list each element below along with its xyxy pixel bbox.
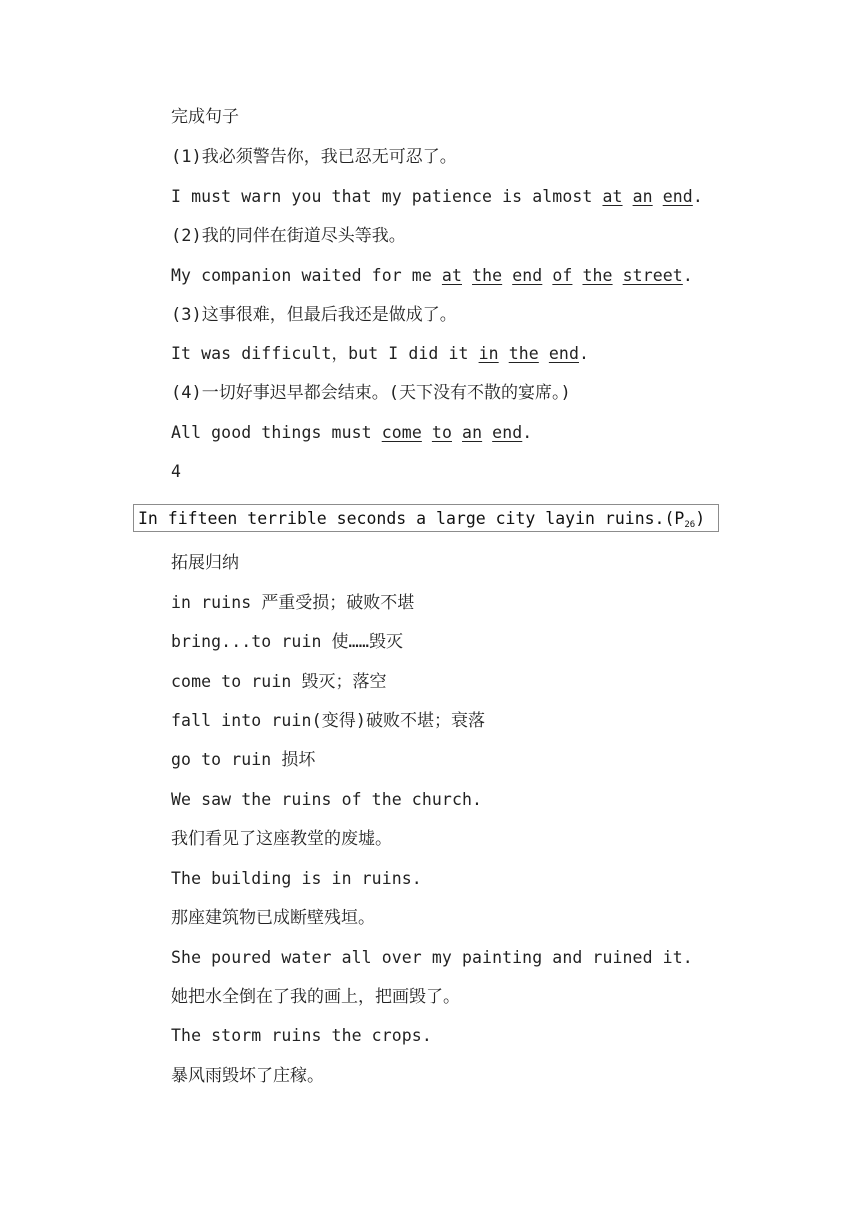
- answer-word: at: [441, 266, 462, 285]
- answer-word: in: [478, 344, 499, 363]
- example-english: We saw the ruins of the church.: [171, 790, 483, 809]
- key-sentence-box: [133, 504, 719, 532]
- example-chinese: 暴风雨毁坏了庄稼。: [171, 1066, 324, 1086]
- question-4-chinese: (4)一切好事迟早都会结束。(天下没有不散的宴席。): [171, 383, 571, 403]
- example-english: She poured water all over my painting and ruined it.: [171, 948, 693, 967]
- example-english: The building is in ruins.: [171, 869, 422, 888]
- section-heading-expansion: 拓展归纳: [171, 553, 239, 573]
- example-chinese: 那座建筑物已成断壁残垣。: [171, 908, 375, 928]
- question-3-chinese: (3)这事很难，但最后我还是做成了。: [171, 305, 457, 325]
- answer-word: of: [552, 266, 573, 285]
- answer-word: come: [381, 423, 422, 442]
- answer-word: end: [512, 266, 543, 285]
- phrase-chinese: (变得)破败不堪；衰落: [311, 711, 485, 731]
- phrase-item: [171, 748, 315, 772]
- phrase-chinese: 严重受损；破败不堪: [261, 593, 415, 613]
- phrase-chinese: 毁灭；落空: [301, 672, 387, 692]
- answer-word: at: [602, 187, 623, 206]
- phrase-chinese: 使……毁灭: [331, 632, 404, 652]
- example-chinese: 我们看见了这座教堂的废墟。: [171, 829, 392, 849]
- example-chinese: 她把水全倒在了我的画上，把画毁了。: [171, 987, 460, 1007]
- answer-word: the: [582, 266, 613, 285]
- phrase-item: [171, 709, 485, 733]
- key-sentence-text: In fifteen terrible seconds a large city layin ruins.(P: [138, 509, 685, 528]
- phrase-chinese: 损坏: [281, 750, 316, 770]
- phrase-english: fall into ruin: [171, 711, 312, 730]
- key-sentence-close: ): [695, 509, 706, 528]
- question-2-chinese: (2)我的同伴在街道尽头等我。: [171, 226, 406, 246]
- section-heading-complete-sentences: 完成句子: [171, 107, 239, 127]
- question-1-english: [171, 185, 703, 209]
- answer-word: end: [492, 423, 523, 442]
- question-2-english: [171, 264, 693, 288]
- question-1-prefix: I must warn you that my patience is almost: [171, 187, 603, 206]
- example-english: The storm ruins the crops.: [171, 1026, 432, 1045]
- answer-word: street: [622, 266, 683, 285]
- phrase-item: [171, 591, 414, 615]
- question-4-suffix: .: [522, 423, 533, 442]
- phrase-english: bring...to ruin: [171, 632, 332, 651]
- phrase-item: [171, 670, 386, 694]
- question-3-suffix: .: [578, 344, 590, 363]
- answer-word: an: [462, 423, 483, 442]
- question-2-suffix: .: [682, 266, 693, 285]
- answer-word: an: [632, 187, 653, 206]
- question-4-prefix: All good things must: [171, 423, 382, 442]
- phrase-english: in ruins: [171, 593, 262, 612]
- question-1-chinese: (1)我必须警告你，我已忍无可忍了。: [171, 147, 457, 167]
- page-subscript: 26: [684, 520, 696, 530]
- question-4-english: [171, 421, 532, 445]
- answer-word: the: [508, 344, 539, 363]
- question-3-prefix: It was difficult，but I did it: [171, 344, 479, 363]
- question-3-english: [171, 342, 589, 366]
- phrase-english: go to ruin: [171, 750, 282, 769]
- question-1-suffix: .: [692, 187, 703, 206]
- phrase-english: come to ruin: [171, 672, 302, 691]
- phrase-item: [171, 630, 403, 654]
- question-2-prefix: My companion waited for me: [171, 266, 442, 285]
- item-number: 4: [171, 462, 182, 481]
- answer-word: to: [431, 423, 452, 442]
- answer-word: the: [472, 266, 503, 285]
- answer-word: end: [548, 344, 579, 363]
- answer-word: end: [662, 187, 693, 206]
